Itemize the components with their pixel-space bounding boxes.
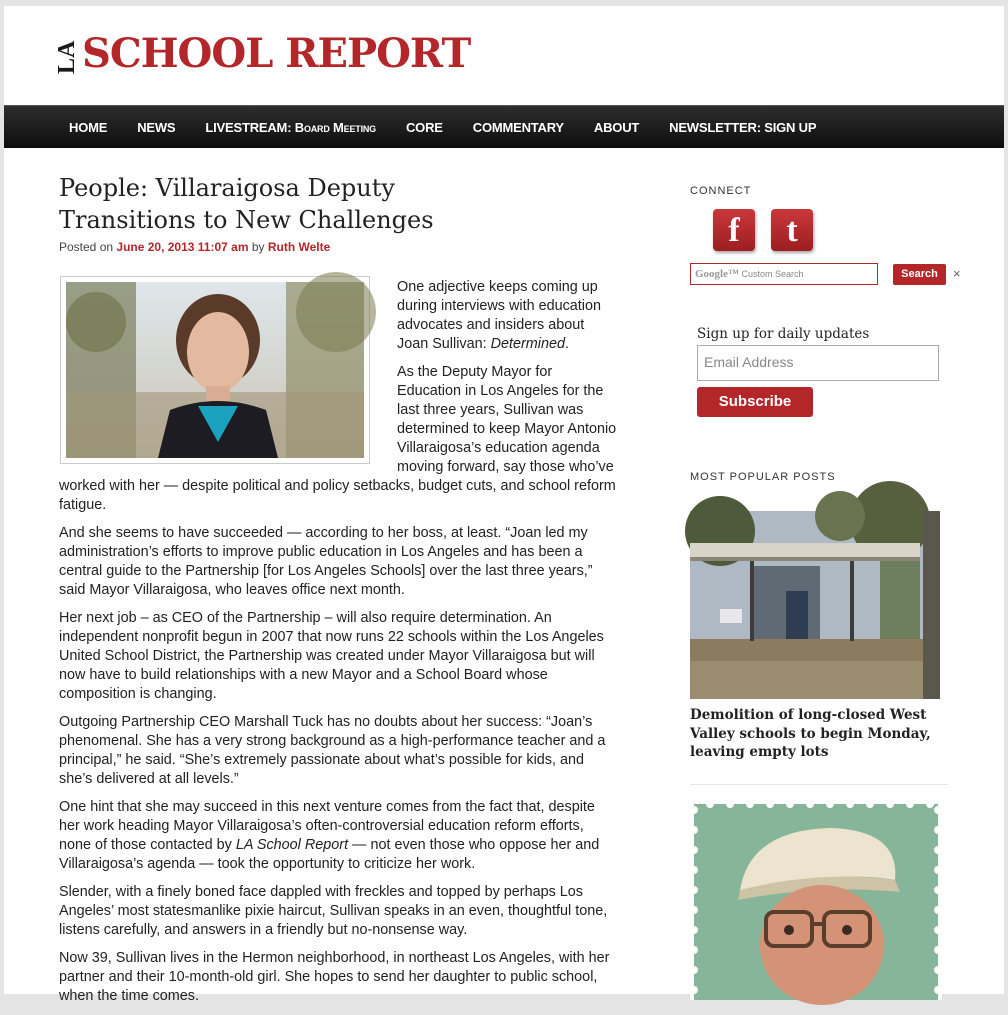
search-button[interactable]: Search <box>893 264 946 285</box>
nav-livestream[interactable]: LIVESTREAM: Board Meeting <box>205 119 376 135</box>
connect-label: CONNECT <box>690 185 752 197</box>
logo-prefix: LA <box>54 40 80 74</box>
email-field[interactable]: Email Address <box>697 345 939 381</box>
paragraph-4: Her next job – as CEO of the Partnership – will also require determination. An independent nonprofit begun in 2007 that now runs 22 schools within the Los Angeles United School District, the Partnership was created under Mayor Villaraigosa but will now have to build relationships with a new Mayor and a School Board whose composition is changing. <box>59 610 604 702</box>
paragraph-7: Slender, with a finely boned face dappled with freckles and topped by perhaps Los Angeles’ most statesmanlike pixie haircut, Sullivan speaks in an even, thoughtful tone, listens carefully, and answers in a friendly but no-nonsense way. <box>59 884 608 938</box>
google-brand: Google™ <box>695 268 739 280</box>
paragraph-6: One hint that she may succeed in this next venture comes from the fact that, despite her work heading Mayor Villaraigosa’s often-controversial education reform efforts, none of those contacted by LA School Report — not even those who oppose her and Villaraigosa’s agenda — took the opportunity to criticize her work. <box>59 799 600 872</box>
nav-commentary[interactable]: COMMENTARY <box>472 119 564 135</box>
nav-livestream-suffix: Board Meeting <box>294 119 376 135</box>
popular-posts-label: MOST POPULAR POSTS <box>690 471 836 483</box>
article-date-link[interactable]: June 20, 2013 11:07 am <box>116 240 249 254</box>
search-input[interactable] <box>690 263 878 285</box>
clear-search-icon[interactable]: × <box>953 266 961 281</box>
sidebar-divider <box>690 784 948 785</box>
facebook-icon[interactable]: f <box>713 209 755 251</box>
posted-on-label: Posted on <box>59 240 114 254</box>
author-link[interactable]: Ruth Welte <box>267 240 331 254</box>
paragraph-3: And she seems to have succeeded — according to her boss, at least. “Joan led my administration’s efforts to improve public education in Los Angeles and has been a central guide to the Partnership [for Los Angeles Schools] over the last three years,” said Mayor Villaraigosa, who leaves office next month. <box>59 525 593 598</box>
main-nav <box>4 105 1004 148</box>
stamp-image[interactable] <box>690 800 942 1000</box>
by-label: by <box>251 240 265 254</box>
signup-label: Sign up for daily updates <box>697 326 870 342</box>
nav-news[interactable]: NEWS <box>137 119 176 135</box>
paragraph-8: Now 39, Sullivan lives in the Hermon neighborhood, in northeast Los Angeles, with her partner and their 10-month-old girl. She hopes to send her daughter to public school, when the time comes. <box>59 950 610 1004</box>
nav-about[interactable]: ABOUT <box>593 119 640 135</box>
subscribe-button[interactable]: Subscribe <box>697 387 813 417</box>
nav-home[interactable]: HOME <box>69 119 108 135</box>
paragraph-5: Outgoing Partnership CEO Marshall Tuck has no doubts about her success: “Joan’s phenomenal. She has a very strong background as a high-performance teacher and a principal,” he said. “She’s extremely passionate about what’s possible for kids, and she’s delivered at all levels.” <box>59 714 606 787</box>
paragraph-1: One adjective keeps coming up during interviews with education advocates and insiders about Joan Sullivan: Determined. <box>397 279 601 352</box>
twitter-icon[interactable]: t <box>771 209 813 251</box>
nav-newsletter[interactable]: NEWSLETTER: SIGN UP <box>669 119 817 135</box>
article-title: People: Villaraigosa Deputy Transitions to New Challenges <box>59 174 434 234</box>
popular-post-title[interactable]: Demolition of long-closed West Valley schools to begin Monday, leaving empty lots <box>690 707 931 760</box>
logo-title: SCHOOL REPORT <box>82 30 471 77</box>
search-placeholder: Custom Search <box>741 269 804 279</box>
page <box>4 6 1004 1004</box>
nav-core[interactable]: CORE <box>405 119 443 135</box>
article-meta <box>59 240 330 254</box>
portrait-photo <box>60 276 370 464</box>
paragraph-2: As the Deputy Mayor for Education in Los Angeles for the last three years, Sullivan was determined to keep Mayor Antonio Villaraigosa’s education agenda moving forward, say those who’ve worked with her — despite political and policy setbacks, budget cuts, and school reform fatigue. <box>59 364 617 513</box>
popular-post-image[interactable] <box>690 511 940 699</box>
